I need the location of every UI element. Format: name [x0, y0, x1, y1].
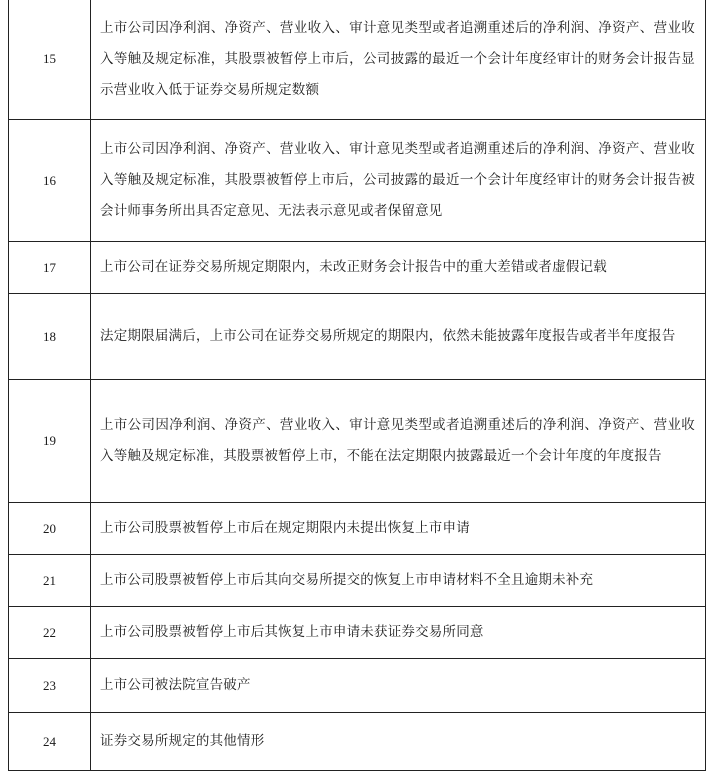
row-number: 17 — [9, 242, 91, 294]
table-row — [9, 380, 706, 503]
row-number: 24 — [9, 713, 91, 771]
row-text: 上市公司被法院宣告破产 — [91, 659, 706, 713]
table-row — [9, 242, 706, 294]
row-text: 上市公司股票被暂停上市后其恢复上市申请未获证券交易所同意 — [91, 607, 706, 659]
table-row — [9, 294, 706, 380]
row-text: 上市公司股票被暂停上市后其向交易所提交的恢复上市申请材料不全且逾期未补充 — [91, 555, 706, 607]
table-row — [9, 120, 706, 242]
row-text: 上市公司因净利润、净资产、营业收入、审计意见类型或者追溯重述后的净利润、净资产、营业收入等触及规定标准，其股票被暂停上市，不能在法定期限内披露最近一个会计年度的年度报告 — [91, 380, 706, 503]
row-number: 16 — [9, 120, 91, 242]
row-text: 证券交易所规定的其他情形 — [91, 713, 706, 771]
row-text: 上市公司因净利润、净资产、营业收入、审计意见类型或者追溯重述后的净利润、净资产、营业收入等触及规定标准，其股票被暂停上市后，公司披露的最近一个会计年度经审计的财务会计报告被会计师事务所出具否定意见、无法表示意见或者保留意见 — [91, 120, 706, 242]
row-number: 23 — [9, 659, 91, 713]
table-row — [9, 503, 706, 555]
conditions-table — [8, 0, 706, 771]
table-row — [9, 607, 706, 659]
table-row — [9, 555, 706, 607]
row-text: 上市公司在证券交易所规定期限内，未改正财务会计报告中的重大差错或者虚假记载 — [91, 242, 706, 294]
row-number: 15 — [9, 0, 91, 120]
table-row — [9, 0, 706, 120]
row-number: 22 — [9, 607, 91, 659]
row-text: 法定期限届满后，上市公司在证券交易所规定的期限内，依然未能披露年度报告或者半年度报告 — [91, 294, 706, 380]
row-number: 20 — [9, 503, 91, 555]
table-row — [9, 713, 706, 771]
row-number: 19 — [9, 380, 91, 503]
row-text: 上市公司股票被暂停上市后在规定期限内未提出恢复上市申请 — [91, 503, 706, 555]
row-number: 21 — [9, 555, 91, 607]
row-number: 18 — [9, 294, 91, 380]
row-text: 上市公司因净利润、净资产、营业收入、审计意见类型或者追溯重述后的净利润、净资产、营业收入等触及规定标准，其股票被暂停上市后，公司披露的最近一个会计年度经审计的财务会计报告显示营业收入低于证券交易所规定数额 — [91, 0, 706, 120]
table-row — [9, 659, 706, 713]
